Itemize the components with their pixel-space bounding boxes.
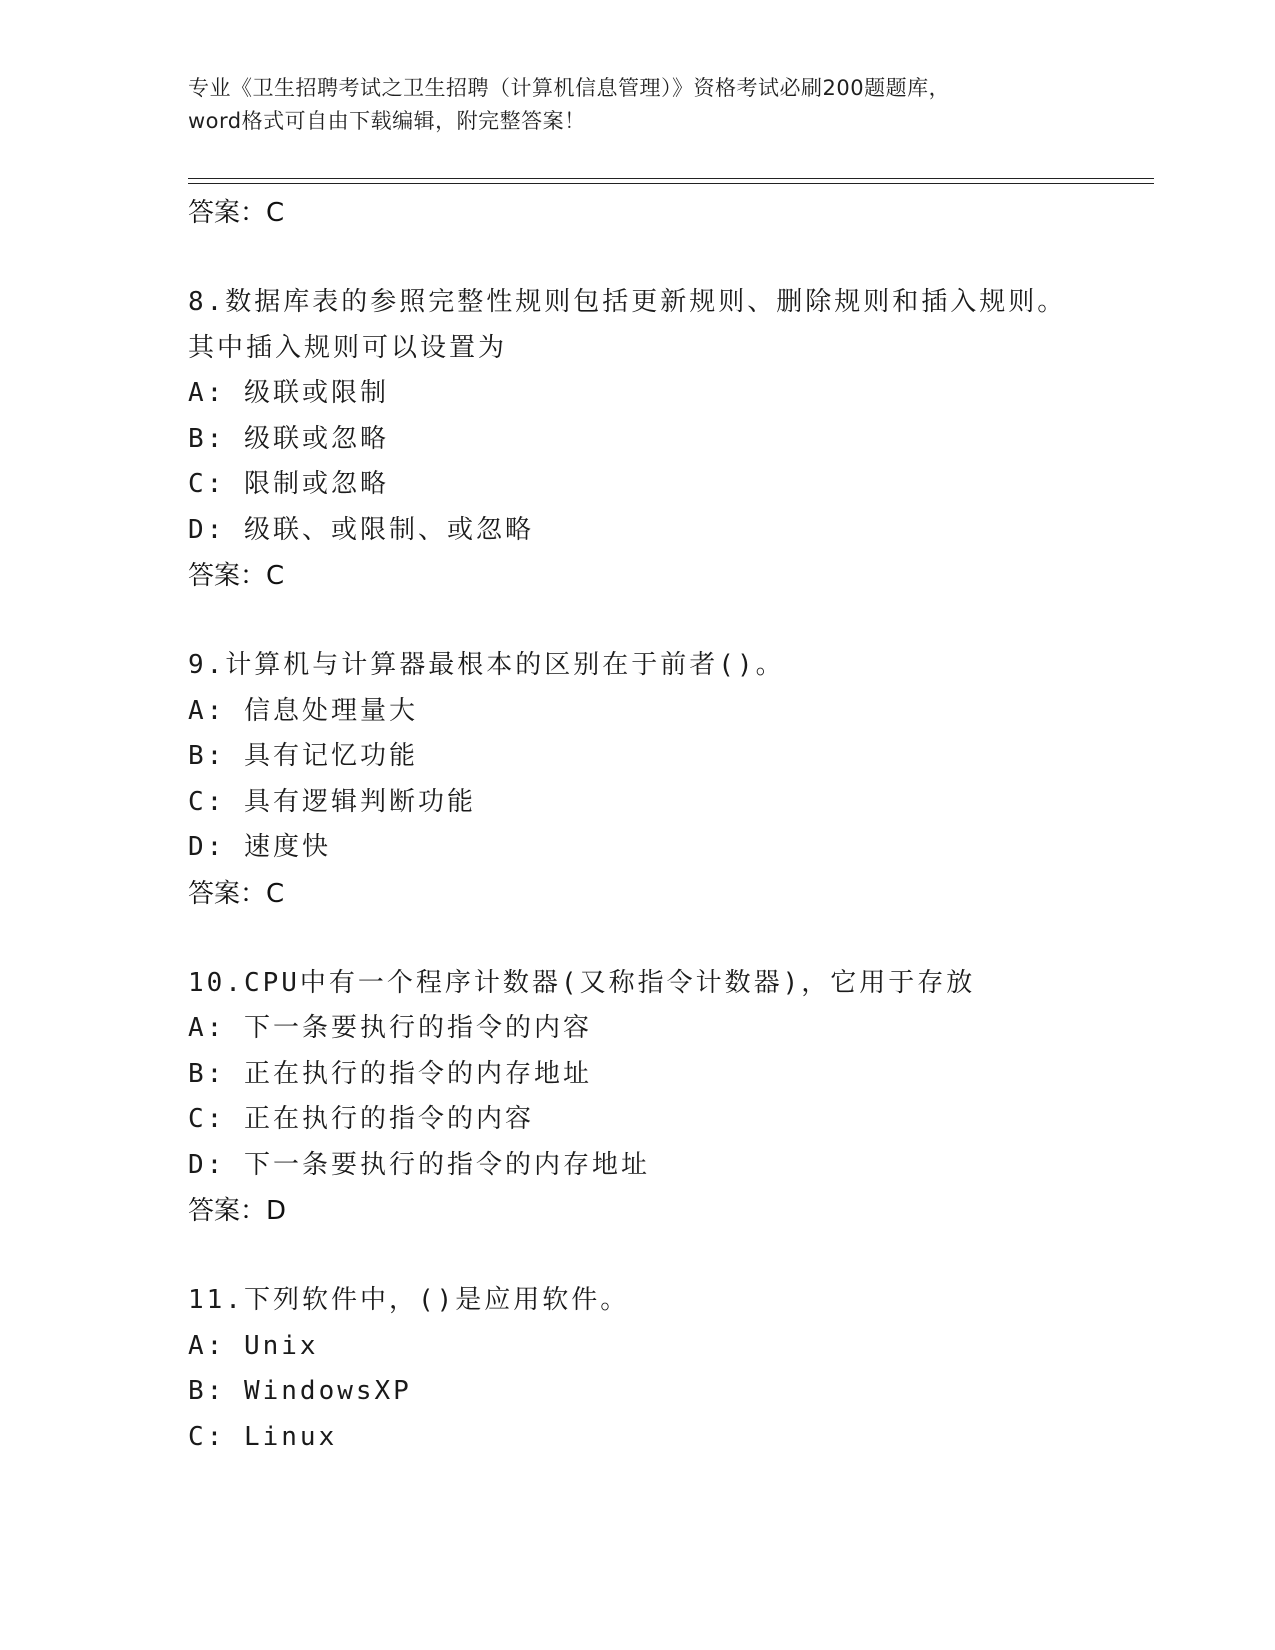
header-line-2: word格式可自由下载编辑，附完整答案！ [188,109,586,133]
question-list [188,190,1148,1460]
option-c: C: Linux [188,1421,338,1452]
header-divider-bottom [188,183,1154,184]
option-d: D: 下一条要执行的指令的内存地址 [188,1149,650,1180]
option-b: B: 具有记忆功能 [188,741,418,771]
option-c: C: 限制或忽略 [188,469,389,499]
question-stem: 其中插入规则可以设置为 [188,332,508,363]
option-b: B: 正在执行的指令的内存地址 [188,1058,592,1089]
previous-answer: 答案：C [188,198,285,228]
question-stem: 11.下列软件中，()是应用软件。 [188,1285,630,1315]
header-divider-top [188,178,1154,179]
header-line-1: 专业《卫生招聘考试之卫生招聘（计算机信息管理）》资格考试必刷200题题库， [188,76,951,100]
option-b: B: 级联或忽略 [188,423,389,454]
answer: 答案：D [188,1196,287,1226]
option-a: A: 下一条要执行的指令的内容 [188,1013,592,1043]
option-d: D: 级联、或限制、或忽略 [188,514,534,545]
question-11 [188,1278,1148,1460]
document-header [188,72,1088,138]
answer: 答案：C [188,561,285,591]
answer: 答案：C [188,878,285,909]
option-c: C: 正在执行的指令的内容 [188,1104,534,1134]
question-9 [188,643,1148,917]
option-c: C: 具有逻辑判断功能 [188,786,476,817]
option-a: A: Unix [188,1330,319,1361]
question-stem: 10.CPU中有一个程序计数器(又称指令计数器)，它用于存放 [188,967,976,998]
option-a: A: 级联或限制 [188,378,389,408]
option-a: A: 信息处理量大 [188,695,418,726]
option-b: B: WindowsXP [188,1376,412,1406]
question-10 [188,961,1148,1235]
question-8 [188,280,1148,599]
option-d: D: 速度快 [188,832,331,862]
question-stem: 8.数据库表的参照完整性规则包括更新规则、删除规则和插入规则。 [188,287,1067,317]
question-stem: 9.计算机与计算器最根本的区别在于前者()。 [188,650,785,680]
